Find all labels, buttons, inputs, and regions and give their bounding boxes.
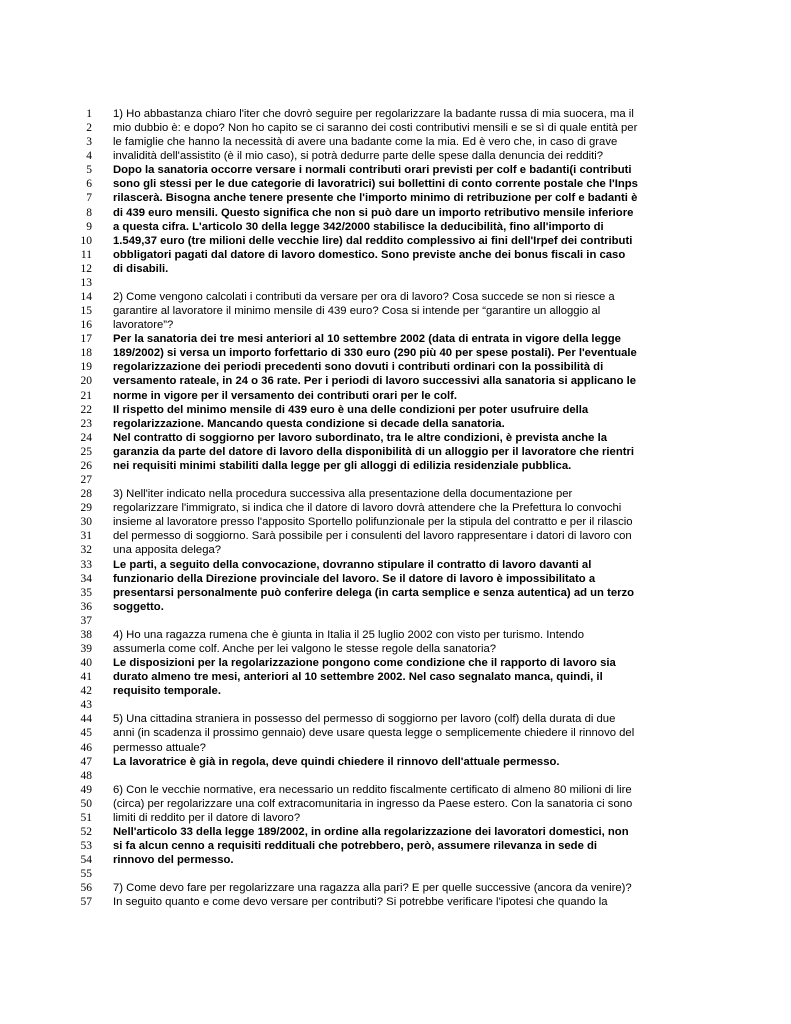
answer-text: 1.549,37 euro (tre milioni delle vecchie lire) dal reddito complessivo ai fini dell'Irpef dei contributi [113, 234, 633, 247]
document-line [0, 712, 791, 726]
document-line [0, 487, 791, 501]
question-text: lavoratore”? [113, 319, 174, 332]
answer-text: durato almeno tre mesi, anteriori al 10 settembre 2002. Nel caso segnalato manca, quindi, il [113, 671, 603, 684]
question-text: 7) Come devo fare per regolarizzare una ragazza alla pari? E per quelle successive (ancora da venire)? [113, 882, 632, 895]
line-number: 31 [80, 530, 92, 543]
line-number: 39 [80, 642, 92, 655]
line-number: 13 [80, 276, 92, 289]
document-line [0, 670, 791, 684]
question-text: 4) Ho una ragazza rumena che è giunta in Italia il 25 luglio 2002 con visto per turismo. Intendo [113, 628, 584, 641]
line-number: 15 [80, 305, 92, 318]
line-number: 52 [80, 825, 92, 838]
line-number: 41 [80, 671, 92, 684]
document-line [0, 783, 791, 797]
question-text: le famiglie che hanno la necessità di avere una badante come la mia. Ed è vero che, in caso di grave [113, 136, 618, 149]
document-line [0, 191, 791, 205]
question-text: del permesso di soggiorno. Sarà possibile per i consulenti del lavoro rappresentare i datori di lavoro con [113, 530, 632, 543]
document-line [0, 206, 791, 220]
line-number: 32 [80, 544, 92, 557]
question-text: 2) Come vengono calcolati i contributi da versare per ora di lavoro? Cosa succede se non si riesce a [113, 291, 615, 304]
document-line [0, 403, 791, 417]
document-line [0, 360, 791, 374]
line-number: 5 [86, 164, 92, 177]
document-line [0, 867, 791, 881]
line-number: 48 [80, 769, 92, 782]
document-line [0, 600, 791, 614]
document-line [0, 374, 791, 388]
question-text: In seguito quanto e come devo versare per contributi? Si potrebbe verificare l'ipotesi che quando la [113, 896, 608, 909]
answer-text: norme in vigore per il versamento dei contributi orari per le colf. [113, 389, 458, 402]
answer-text: Le parti, a seguito della convocazione, dovranno stipulare il contratto di lavoro davanti al [113, 558, 592, 571]
line-number: 1 [86, 108, 92, 120]
line-number: 42 [80, 685, 92, 698]
document-line [0, 825, 791, 839]
document-line [0, 698, 791, 712]
line-number: 14 [80, 291, 92, 304]
document-line [0, 220, 791, 234]
document-line [0, 276, 791, 290]
document-line [0, 163, 791, 177]
document-line [0, 417, 791, 431]
question-text: 3) Nell'iter indicato nella procedura successiva alla presentazione della documentazione per [113, 488, 573, 501]
line-number: 9 [86, 220, 92, 233]
answer-text: Nel contratto di soggiorno per lavoro subordinato, tra le altre condizioni, è prevista anche la [113, 431, 608, 444]
line-number: 17 [80, 333, 92, 346]
question-text: regolarizzare l'immigrato, si indica che il datore di lavoro dovrà attendere che la Prefettura lo convochi [113, 502, 622, 515]
line-number: 45 [80, 727, 92, 740]
answer-text: di disabili. [113, 262, 169, 275]
document-line [0, 895, 791, 909]
line-number: 7 [86, 192, 92, 205]
question-text: 5) Una cittadina straniera in possesso del permesso di soggiorno per lavoro (colf) della durata di due [113, 713, 616, 726]
line-number: 10 [80, 234, 92, 247]
line-number: 33 [80, 558, 92, 571]
document-line [0, 811, 791, 825]
document-line [0, 558, 791, 572]
line-number: 3 [86, 136, 92, 149]
document-line [0, 543, 791, 557]
document-line [0, 121, 791, 135]
answer-text: rinnovo del permesso. [113, 854, 234, 867]
question-text: assumerla come colf. Anche per lei valgono le stesse regole della sanatoria? [113, 642, 497, 655]
line-number: 4 [86, 150, 92, 163]
line-number: 53 [80, 840, 92, 853]
line-number: 40 [80, 657, 92, 670]
answer-text: regolarizzazione dei periodi precedenti sono dovuti i contributi ordinari con la possibilità di [113, 361, 604, 374]
question-text: permesso attuale? [113, 741, 206, 754]
line-number: 21 [80, 389, 92, 402]
answer-text: sono gli stessi per le due categorie di lavoratrici) sui bollettini di conto corrente postale che l'Inps [113, 178, 638, 191]
question-text: mio dubbio è: e dopo? Non ho capito se ci saranno dei costi contributivi mensili e se sì di quale entità per [113, 122, 638, 135]
line-number: 44 [80, 713, 92, 726]
document-line [0, 445, 791, 459]
line-number: 23 [80, 417, 92, 430]
document-line [0, 177, 791, 191]
answer-text: garanzia da parte del datore di lavoro della disponibilità di un alloggio per il lavoratore che rientri [113, 445, 635, 458]
line-number: 54 [80, 854, 92, 867]
answer-text: Nell'articolo 33 della legge 189/2002, in ordine alla regolarizzazione dei lavoratori domestici, non [113, 825, 629, 838]
line-number: 28 [80, 488, 92, 501]
document-line [0, 797, 791, 811]
document-line [0, 656, 791, 670]
line-number: 18 [80, 347, 92, 360]
document-line [0, 628, 791, 642]
line-number: 38 [80, 628, 92, 641]
question-text: 6) Con le vecchie normative, era necessario un reddito fiscalmente certificato di almeno 80 milioni di lire [113, 783, 632, 796]
question-text: una apposita delega? [113, 544, 222, 557]
document-line [0, 515, 791, 529]
document-line [0, 572, 791, 586]
line-number: 36 [80, 600, 92, 613]
document-line [0, 501, 791, 515]
question-text: anni (in scadenza il prossimo gennaio) deve usare questa legge o semplicemente chiedere il rinnovo del [113, 727, 635, 740]
line-number: 46 [80, 741, 92, 754]
line-number: 20 [80, 375, 92, 388]
answer-text: presentarsi personalmente può conferire delega (in carta semplice e senza autentica) ad un terzo [113, 586, 635, 599]
question-text: insieme al lavoratore presso l'apposito Sportello polifunzionale per la stipula del contratto e per il rilascio [113, 516, 633, 529]
document-line [0, 234, 791, 248]
document-line [0, 431, 791, 445]
document-line [0, 135, 791, 149]
document-line [0, 149, 791, 163]
document-line [0, 473, 791, 487]
document-line [0, 726, 791, 740]
line-number: 24 [80, 431, 92, 444]
document-line [0, 262, 791, 276]
question-text: 1) Ho abbastanza chiaro l'iter che dovrò seguire per regolarizzare la badante russa di mia suocera, ma il [113, 108, 634, 120]
question-text: (circa) per regolarizzare una colf extracomunitaria in ingresso da Paese estero. Con la sanatoria ci sono [113, 797, 633, 810]
answer-text: Le disposizioni per la regolarizzazione pongono come condizione che il rapporto di lavoro sia [113, 657, 616, 670]
document-line [0, 318, 791, 332]
answer-text: di 439 euro mensili. Questo significa che non si può dare un importo retributivo mensile inferiore [113, 206, 634, 219]
line-number: 12 [80, 262, 92, 275]
document-line [0, 741, 791, 755]
line-number: 26 [80, 459, 92, 472]
document-line [0, 346, 791, 360]
answer-text: versamento rateale, in 24 o 36 rate. Per i periodi di lavoro successivi alla sanatoria si applicano le [113, 375, 637, 388]
document-body [0, 107, 791, 909]
question-text: invalidità dell'assistito (è il mio caso), si potrà dedurre parte delle spese dalla denuncia dei redditi? [113, 150, 604, 163]
answer-text: soggetto. [113, 600, 164, 613]
line-number: 57 [80, 896, 92, 909]
document-line [0, 529, 791, 543]
question-text: limiti di reddito per il datore di lavoro? [113, 811, 301, 824]
answer-text: Il rispetto del minimo mensile di 439 euro è una delle condizioni per poter usufruire della [113, 403, 589, 416]
line-number: 27 [80, 474, 92, 487]
line-number: 25 [80, 445, 92, 458]
question-text: garantire al lavoratore il minimo mensile di 439 euro? Cosa si intende per “garantire un alloggio al [113, 305, 601, 318]
line-number: 47 [80, 755, 92, 768]
document-line [0, 881, 791, 895]
document-line [0, 839, 791, 853]
answer-text: requisito temporale. [113, 685, 221, 698]
line-number: 6 [86, 178, 92, 191]
answer-text: funzionario della Direzione provinciale del lavoro. Se il datore di lavoro è impossibilitato a [113, 572, 596, 585]
line-number: 50 [80, 797, 92, 810]
line-number: 35 [80, 586, 92, 599]
line-number: 51 [80, 811, 92, 824]
answer-text: a questa cifra. L'articolo 30 della legge 342/2000 stabilisce la deducibilità, fino all'importo di [113, 220, 604, 233]
answer-text: 189/2002) si versa un importo forfettario di 330 euro (290 più 40 per spese postali). Per l'eventuale [113, 347, 637, 360]
document-line [0, 853, 791, 867]
document-line [0, 684, 791, 698]
document-line [0, 304, 791, 318]
document-line [0, 248, 791, 262]
document-line [0, 586, 791, 600]
line-number: 30 [80, 516, 92, 529]
line-number: 11 [80, 248, 92, 261]
document-line [0, 107, 791, 121]
document-line [0, 755, 791, 769]
document-line [0, 332, 791, 346]
answer-text: nei requisiti minimi stabiliti dalla legge per gli alloggi di edilizia residenziale pubblica. [113, 459, 572, 472]
line-number: 43 [80, 699, 92, 712]
document-line [0, 614, 791, 628]
answer-text: obbligatori pagati dal datore di lavoro domestico. Sono previste anche dei bonus fiscali in caso [113, 248, 626, 261]
answer-text: rilascerà. Bisogna anche tenere presente che l'importo minimo di retribuzione per colf e badanti è [113, 192, 638, 205]
document-line [0, 290, 791, 304]
line-number: 29 [80, 502, 92, 515]
line-number: 2 [86, 122, 92, 135]
line-number: 22 [80, 403, 92, 416]
document-line [0, 769, 791, 783]
answer-text: La lavoratrice è già in regola, deve quindi chiedere il rinnovo dell'attuale permesso. [113, 755, 560, 768]
line-number: 37 [80, 614, 92, 627]
line-number: 8 [86, 206, 92, 219]
line-number: 56 [80, 882, 92, 895]
line-number: 34 [80, 572, 92, 585]
line-number: 49 [80, 783, 92, 796]
answer-text: Per la sanatoria dei tre mesi anteriori al 10 settembre 2002 (data di entrata in vigore della legge [113, 333, 621, 346]
line-number: 55 [80, 868, 92, 881]
document-line [0, 642, 791, 656]
document-line [0, 389, 791, 403]
line-number: 16 [80, 319, 92, 332]
answer-text: si fa alcun cenno a requisiti reddituali che potrebbero, però, assumere rilevanza in sede di [113, 840, 598, 853]
document-line [0, 459, 791, 473]
line-number: 19 [80, 361, 92, 374]
answer-text: Dopo la sanatoria occorre versare i normali contributi orari previsti per colf e badanti(i contributi [113, 164, 632, 177]
answer-text: regolarizzazione. Mancando questa condizione si decade della sanatoria. [113, 417, 505, 430]
